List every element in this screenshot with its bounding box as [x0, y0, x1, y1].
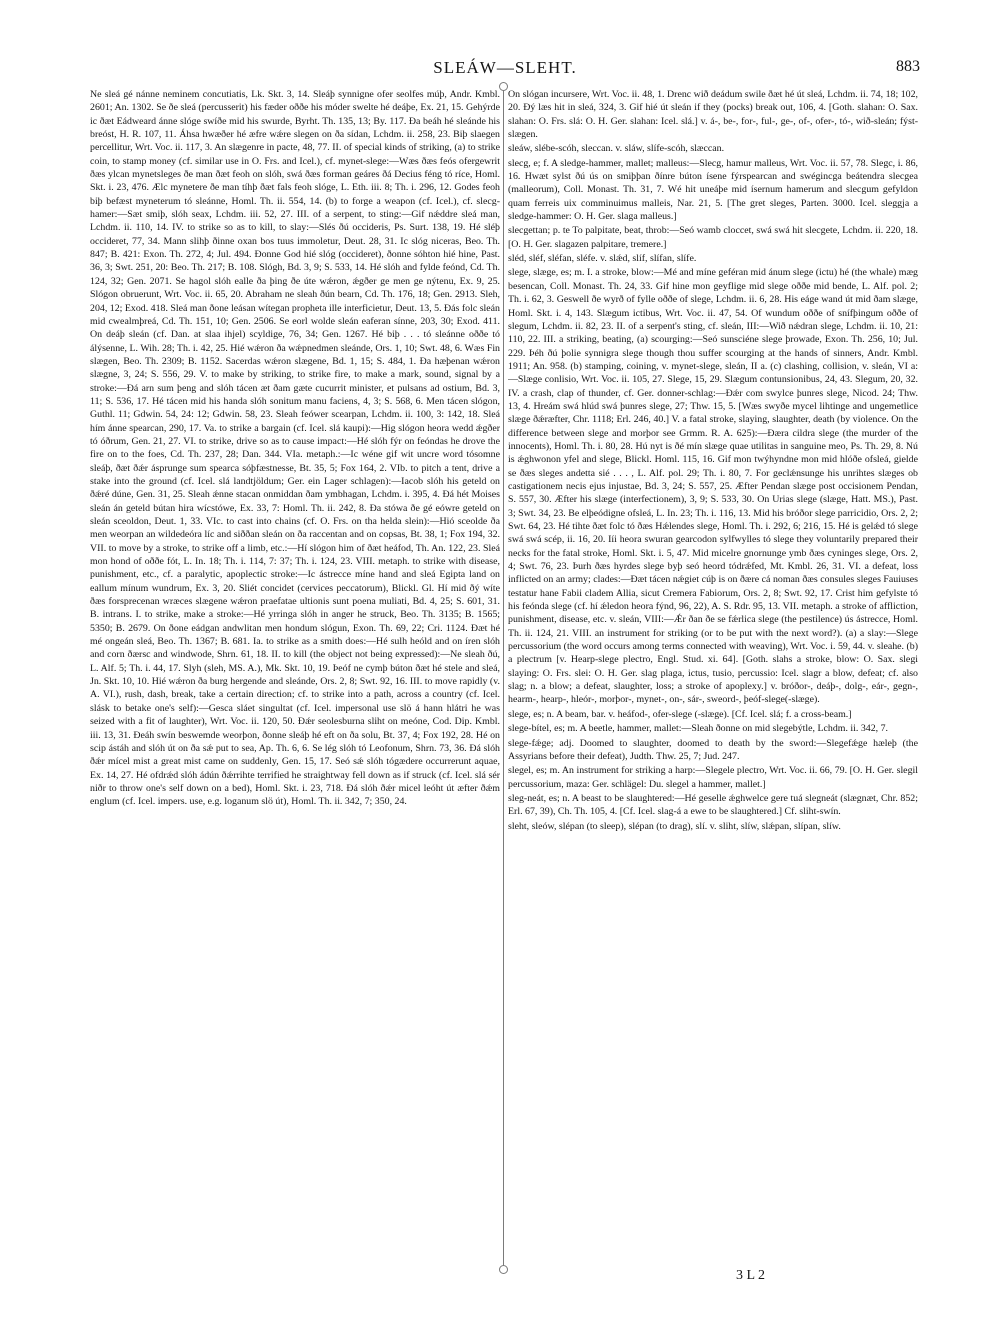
- dictionary-entry: slegel, es; m. An instrument for striking a harp:—Slegele plectro, Wrt. Voc. ii. 66, 79. [O. H. Ger. slegil percussorium, maza: Ger. schlägel: Du. slegel a hammer, mallet.]: [508, 765, 918, 790]
- dictionary-entry: slege-fǽge; adj. Doomed to slaughter, doomed to death by the sword:—Slegefǽge hæleþ (the Assyrians before their defeat), Judth. Thw. 25, 7; Jud. 247.: [508, 737, 918, 762]
- dictionary-entry: slege, es; n. A beam, bar. v. heáfod-, ofer-slege (-slæge). [Cf. Icel. slá; f. a cross-beam.]: [508, 708, 852, 720]
- dictionary-entry: slecgettan; p. te To palpitate, beat, throb:—Seó wamb cloccet, swá swá hit slecgete, Lchdm. ii. 220, 18. [O. H. Ger. slagazen palpitare, tremere.]: [508, 225, 918, 250]
- dictionary-entry: slege, slæge, es; m. I. a stroke, blow:—Mé and míne geféran mid ánum slege (ictu) hé (the whale) mæg besencan, Coll. Monast. Th. 24, 33. Gif hine mon geyflige mid slege oððe mid bende, L. Alf. pol. 2; Th. i. 62, 3. Geswell ðe wyrð of fylle oððe of slege, Lchdm. ii. 6, 28. His eáge wand út mid ðam slæge, Homl. Skt. i. 4, 143. Slægum ictibus, Wrt. Voc. ii. 47, 54. Of wundum oððe of snífþingum oððe of slegum, Lchdm. ii. 82, 23. II. of a serpent's sting, cf. sleán, III:—Wið nǽdran slege, Lchdm. ii. 10, 21: 110, 22. III. a striking, beating, (a) scourging:—Seó sunsciéne slege þrowade, Exon. Th. 256, 10; Jul. 229. Þéh ðú þolie synnigra slege though thou suffer scourging at the hands of sinners, Andr. Kmbl. 1911; An. 958. (b) stamping, coining, v. mynet-slege, sleán, II a. (c) clashing, collision, v. sleán, VI a:—Slæge conlisio, Wrt. Voc. ii. 105, 27. Slege, 15, 29. Slægum contunsionibus, 24, 43. Slegum, 20, 32. IV. a crash, clap of thunder, cf. Ger. donner-schlag:—Ðǽr com swylce þunres slege, Nicod. 24; Thw. 13, 4. Hreám swá hlúd swá þunres slege, 27; Thw. 15, 5. [Wæs swyðe mycel lihtinge and ungemetlice slæge ðǽræfter, Chr. 1118; Erl. 246, 40.] V. a fatal stroke, slaying, slaughter, death (by violence. On the difference between slege and morþor see Grmm. R. A. 625):—Ðæra cildra slege (the murder of the innocents), Homl. Th. i. 80, 28. Hú nyt is ðé mín slæge quae utilitas in sanguine meo, Ps. Th. 29, 8. Nú is ǽghwonon yfel and slege, Blickl. Homl. 115, 16. Gif mon twýhyndne mon mid hlóðe ofsleá, gielde se ðæs sleges andetta sié . . . , L. Alf. pol. 29; Th. i. 80, 7. For geclǽnsunge his unrihtes slæges ob castigationem necis ejus injustae, Bd. 3, 24; S. 557, 25. Æfter Pendan slæge post occisionem Pendan, S. 557, 30. Æfter his slæge (interfectionem), 3, 9; S. 533, 30. On Urias slege (slæge, Hatt. MS.), Past. 3; Swt. 34, 23. Be elþeódigne ofsleá, L. In. 23; Th. i. 116, 13. Mid his bróðor slege parricidio, Ors. 2, 2; Swt. 64, 23. Hé tihte ðæt folc tó ðæs Hǽlendes slege, Homl. Th. i. 292, 6; 216, 15. Hé is gelǽd tó slege swá swá scép, ii. 16, 20. Iíi heora swuran gearcodon sylfwylles tó slege they voluntarily prepared their necks for the fatal stroke, Homl. Skt. i. 5, 47. Mid micelre gnornunge ymb ðæs cyninges slege, Ors. 2, 4; Swt. 76, 23. Þurh ðæs hyrdes slege byþ seó heord tódrǽfed, Mt. Kmbl. 26, 31. VI. a defeat, loss inflicted on an army; clades:—Ðæt tácen nǽgiet cúþ is on ðære cá noman ðæs consules sleges Fauiuses testatur hane Fabii cladem Allia, sicut Cremera Fabiorum, Ors. 2, 8; Swt. 92, 17. Crist him gefylste tó his feónda slege (cf. hí ǽledon heora fýnd, 96, 22), A. S. Rdr. 95, 13. VII. metaph. a stroke of affliction, punishment, disease, etc. v. sleán, VIII:—Ǽr ðan ðe se fǽrlica slege (the pestilence) ús ástrecce, Homl. Th. ii. 124, 21. VIII. an instrument for striking (or to be put with the next word?). (a) a slay:—Slege percussorium (the word occurs among terms connected with weaving), Wrt. Voc. i. 59, 44. v. sleahe. (b) a plectrum [v. Hearp-slege plectro, Engl. Stud. xi. 64]. [Goth. slahs a stroke, blow: O. Sax. slegi slaying: O. Frs. slei: O. H. Ger. slag plaga, ictus, tusio, percussio: Icel. slagr a blow, defeat; cf. also slag; n. a blow; a defeat, slaughter, loss; a stroke of apoplexy.] v. bróðor-, deáþ-, dolg-, eár-, gegn-, hearm-, hearp-, hleór-, morþor-, mynet-, on-, sár-, sweord-, þeóf-slege(-slæge).: [508, 267, 918, 706]
- divider-top-ornament: [499, 82, 508, 91]
- dictionary-entry: slege-bítel, es; m. A beetle, hammer, mallet:—Sleah ðonne on mid slegebýtle, Lchdm. ii. 342, 7.: [508, 723, 888, 735]
- page-header: [90, 58, 920, 82]
- dictionary-entry-text: On slógan incursere, Wrt. Voc. ii. 48, 1. Drenc wið deádum swile ðæt hé út sleá, Lchdm. ii. 74, 18; 102, 20. Ðý læs hit in sleá, 324, 3. Gif hié út sleán if they (pocks) break out, 106, 4. [Goth. slahan: O. Sax. slahan: O. Frs. slá: O. H. Ger. slahan: Icel. slá.] v. á-, be-, for-, ful-, ge-, of-, ofer-, tó-, wið-sleán; fýst-slægen.: [508, 89, 918, 141]
- dictionary-entry: slecg, e; f. A sledge-hammer, mallet; malleus:—Slecg, hamur malleus, Wrt. Voc. ii. 57, 78. Slegc, i. 86, 16. Hwæt sylst ðú ús on smiþþan ðínre búton ísene fýrspearcan and swégincga beátendra slecgea (malleorum), Coll. Monast. Th. 31, 7. Wé hit uneáþe mid ísernum hamerum and slecgum gefyldon quam ferreis uix comminuimus malleis, Nar. 21, 5. [The gret sleges, Parten. 3000. Icel. sleggja a sledge-hammer: O. H. Ger. slaga malleus.]: [508, 157, 918, 223]
- signature-mark: 3 L 2: [736, 1268, 766, 1283]
- divider-bottom-ornament: [499, 1265, 508, 1274]
- dictionary-entry: sleht, sleów, slépan (to sleep), slépan (to drag), slí. v. sliht, slíw, slǽpan, slípan, slíw.: [508, 820, 841, 832]
- dictionary-entry: sléd, sléf, sléfan, sléfe. v. slǽd, slíf, slífan, slífe.: [508, 253, 697, 265]
- page-number: 883: [896, 58, 920, 75]
- dictionary-columns: [90, 88, 918, 1268]
- dictionary-entry: sleáw, slébe-scóh, sleccan. v. sláw, slífe-scóh, slæccan.: [508, 143, 725, 155]
- dictionary-entry: sleg-neát, es; n. A beast to be slaughtered:—Hé geselle ǽghwelce gere tuá slegneát (slægnæt, Chr. 852; Erl. 67, 39), Ch. Th. 105, 4. [Cf. Icel. slag-á a ewe to be slaughtered.] Cf. sliht-swín.: [508, 792, 918, 818]
- column-divider: [503, 88, 504, 1268]
- running-head: SLEÁW—SLEHT.: [433, 58, 577, 77]
- dictionary-entry-text: Ne sleá gé nánne neminem concutiatis, Lk. Skt. 3, 14. Sleáþ synnigne ofer seolfes múþ, Andr. Kmbl. 2601; An. 1302. Se ðe sleá (percusserit) his fæder oððe his móder swelte hé deáþe, Ex. 21, 15. Gehýrde ic ðæt Eádweard ánne slóge swíðe mid his swurde, Byrht. Th. 135, 13; By. 117. Ða beáh hé sleánde his breóst, H. R. 107, 11. Áhsa hwæðer hé æfre wǽre slegen on ða sídan, Lchdm. ii. 258, 23. Biþ slaegen percellitur, Wrt. Voc. ii. 117, 3. An slægenre in pacte, 48, 77. II. of special kinds of striking, (a) to strike coin, to stamp money (cf. similar use in O. Frs. and Icel.), cf. mynet-slege:—Wæs ðæs feós ofergewrit ðæs ylcan mynetsleges ðe man ðæt feoh on slóh, swá ðæs forman geáres ðá Decius féng tó ríce, Homl. Skt. i. 23, 476. Ælc mynetere ðe man tíhþ ðæt fals feoh slóge, L. Eth. iii. 8; Th. i. 296, 12. Godes feoh biþ befæst myneterum tó sleánne, Homl. Th. ii. 554, 14. (b) to forge a weapon (cf. Icel.), cf. slecg-hamer:—Sæt smiþ, slóh seax, Lchdm. iii. 52, 27. III. of a serpent, to sting:—Gif nǽddre sleá man, Lchdm. ii. 110, 14. IV. to strike so as to kill, to slay:—Slés ðú occideris, Ps. Surt. 138, 19. Hé sléþ occideret, 77, 34. Mann slihþ ðinne oxan bos tuus immoletur, Deut. 28, 31. Ic slóg niceras, Beo. Th. 847; B. 421: Exon. Th. 272, 4; Jul. 494. Ðonne God hié slóg (occideret), ðonne sóhton hié hine, Past. 36, 3; Swt. 251, 20: Beo. Th. 217; B. 108. Slógh, Bd. 3, 9; S. 533, 14. Hé slóh and fylde feónd, Cd. Th. 124, 32; Gen. 2071. Se hagol slóh ealle ða þing ðe úte wǽron, ǽgðer ge men ge nýtenu, Ex. 9, 25. Slógon obruerunt, Wrt. Voc. ii. 65, 20. Abraham ne sleah ðún bearn, Cd. Th. 176, 18; Gen. 2913. Sleh, 204, 12; Exod. 418. Sleá man ðone leásan wítegan propheta ille interficietur, Deut. 13, 5. Ðás folc sleán mid cwealmþreá, Cd. Th. 151, 10; Gen. 2506. Se eorl wolde sleán eaferan sínne, 203, 30; Exod. 411. On deáþ sleán (cf. Dan. at slaa ihjel) scyldige, 76, 34; Gen. 1267. Hé biþ . . . tó sleánne oððe tó álýsenne, L. Wih. 28; Th. i. 42, 25. Hié wǽron ða wǽpnedmen sleánde, Ors. 1, 10; Swt. 48, 6. Wæs Fin slægen, Beo. Th. 2309; B. 1152. Sacerdas wǽron slægene, Bd. 1, 15; S. 484, 1. Ða hæþenan wǽron slægne, 3, 24; S. 556, 29. V. to make by striking, to strike fire, to make a mark, sound, signal by a stroke:—Ðá arn sum þeng and slóh tácen æt ðam gæte cucurrit minister, et pulsans ad ostium, Bd. 3, 11; S. 536, 17. Hé tácen mid his handa slóh sonitum manu faciens, 4, 3; S. 568, 6. Men tácen slógon, Guthl. 11; Gdwin. 54, 24: 12; Gdwin. 58, 23. Sleah feówer scearpan, Lchdm. ii. 100, 3: 142, 18. Sleá hím ánne spearcan, 290, 17. Va. to strike a bargain (cf. Icel. slá kaupi):—Hig slógon heora wedd ǽgðer tó óðrum, Gen. 21, 27. VI. to strike, drive so as to cause impact:—Hé slóh fýr on feóndas he drove the fire on to the foes, Cd. Th. 237, 28; Dan. 344. VIa. metaph.:—Ic wéne gif wit uncre word tósomne sleáþ, ðæt ðǽr ásprunge sum spearca sóþfæstnesse, Bt. 35, 5; Fox 164, 2. VIb. to pitch a tent, drive a stake into the ground (cf. Icel. slá landtjöldum; Ger. ein Lager schlagen):—Iacob slóh his geteld on ðǽré dúne, Gen. 31, 25. Sleah ǽnne stacan onmiddan ðam ymbhagan, Lchdm. i. 395, 4. Ðá hét Moises sleán án geteld bútan hira wícstówe, Ex. 33, 7: Homl. Th. ii. 242, 8. Ða stówa ðe gé eówre geteld on sleán sceoldon, Deut. 1, 33. VIc. to cast into chains (cf. O. Frs. on tha helda slein):—Hió sceolde ða men weorpan an wildedeóra líc and siððan sleán on ða raccentan and on copsas, Bt. 38, 1; Fox 194, 32. VII. to move by a stroke, to strike off a limb, etc.:—Hí slógon him of ðæt heáfod, Th. An. 122, 23. Sleá mon hond of oððe fót, L. In. 18; Th. i. 114, 7: 37; Th. i. 124, 23. VIII. metaph. to strike with disease, punishment, etc., cf. a paralytic, apoplectic stroke:—Ic ástrecce míne hand and sleá Egipta land on eallum mínum wundrum, Ex. 3, 20. Sliét concidet (cervices peccatorum), Blickl. Gl. Hí mid ðý wíte ðæs forsprecenan wræces slægene wǽron praefatae ultionis sunt poena muliati, Bd. 4, 25; S. 601, 31. B. intrans. I. to strike, make a stroke:—Hé yrringa slóh in anger he struck, Beo. Th. 3135; B. 1565; 5350; B. 2679. On ðone eádgan andwlitan men hondum slógun, Exon. Th. 69, 22; Cri. 1124. Ðæt hé mé ongeán sleá, Beo. Th. 1367; B. 681. Ia. to strike as a smith does:—Hé sulh heóld and on íren slóh and corn ðærsc and windwode, Shrn. 61, 18. II. to kill (the object not being expressed):—Ne sleah ðú, L. Alf. 5; Th. i. 44, 17. Slyh (sleh, MS. A.), Mk. Skt. 10, 19. Þeóf ne cymþ búton ðæt hé stele and sleá, Jn. Skt. 10, 10. Hié wǽron ða burg hergende and sleánde, Ors. 2, 8; Swt. 92, 16. III. to move rapidly (v. A. VI.), rush, dash, break, take a certain direction; cf. to strike into a path, across a country (cf. Icel. slásk to betake one's self):—Gesca sláet singultat (cf. Icel. impersonal use slö á hann hlátri he was seized with a fit of laughter), Wrt. Voc. ii. 120, 50. Ðǽr seolesburna sliht on meóne, Cod. Dip. Kmbl. iii. 13, 31. Ðeáh swín beswemde weorþon, ðonne sleáþ hé eft on ða solu, Bt. 37, 4; Fox 192, 28. Hé on scip ástáh and slóh út on ða sǽ put to sea, Ap. Th. 6, 6. Se lég slóh tó Leofonum, Shrn. 73, 36. Ðá slóh ðǽr mícel mist a great mist came on suddenly, Gen. 15, 17. Seó sǽ slóh tógædere occurrerunt aquae, Ex. 14, 27. Hé ofdrǽd slóh ádún ðǽrrihte terrified he straightway fell down as if struck (cf. Icel. slá sér niðr to throw one's self down on a bed), Homl. Skt. i. 23, 718. Ðá slóh ðǽr micel leóht út æfter ðǽm englum (cf. Icel. impers. use, e.g. loganum slö út), Homl. Th. ii. 342, 7; 350, 24.: [90, 89, 500, 808]
- right-column: [508, 88, 918, 1268]
- left-column: [90, 88, 500, 1268]
